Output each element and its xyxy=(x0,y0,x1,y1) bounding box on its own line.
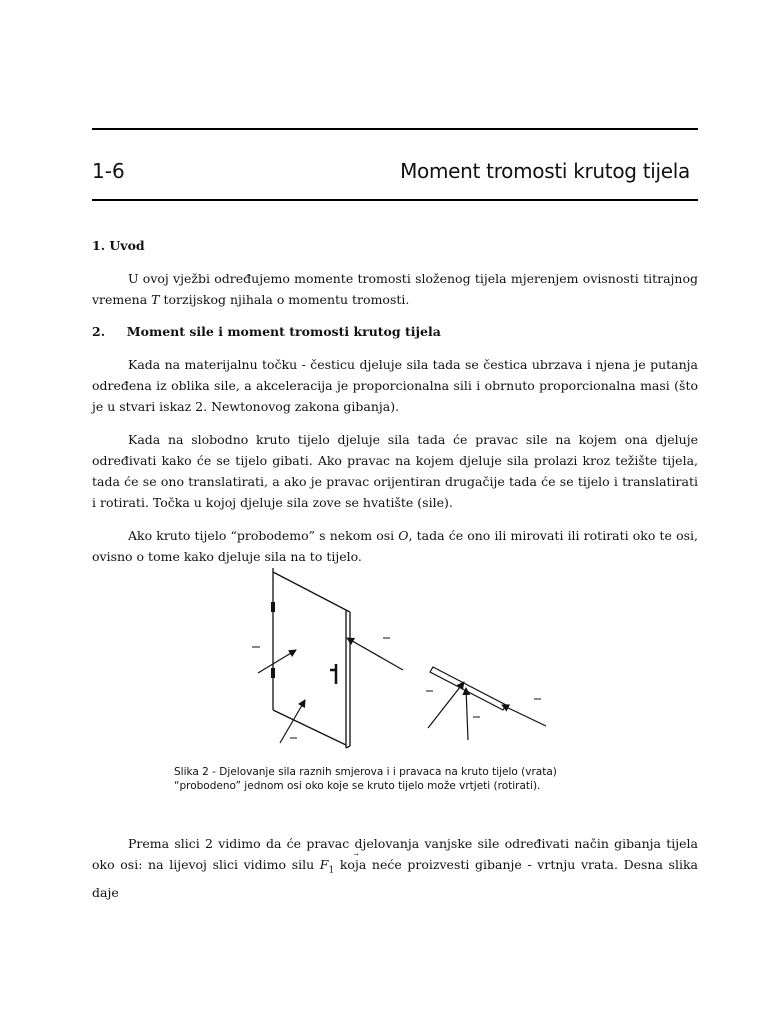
force-arrow-4 xyxy=(428,682,464,728)
chapter-title: Moment tromosti krutog tijela xyxy=(400,159,690,183)
force-arrow-6 xyxy=(502,705,546,726)
force-arrow-1 xyxy=(258,650,296,673)
door-diagram xyxy=(220,560,560,755)
section-2-paragraph-1: Kada na materijalnu točku - česticu djeluje sila tada se čestica ubrzava i njena je putanja određena iz oblika sile, a akceleracija je proporcionalna sili i obrnuto proporcionalna masi (što je u stvari iskaz 2. Newtonovog zakona gibanja). xyxy=(92,357,698,414)
section-2-heading: 2. Moment sile i moment tromosti krutog tijela xyxy=(92,324,441,339)
header-bottom-rule xyxy=(92,199,698,201)
header-top-rule xyxy=(92,128,698,130)
section-1-heading: 1. Uvod xyxy=(92,238,145,253)
door-shape xyxy=(273,568,350,748)
door-handle-icon xyxy=(330,664,336,684)
section-2-paragraph-2: Kada na slobodno kruto tijelo djeluje sila tada će pravac sile na kojem ona djeluje određivati kako će se tijelo gibati. Ako pravac na kojem djeluje sila prolazi kroz težište tijela, tada će se ono translatirati, a ako je pravac orijentiran drugačije tada će se tijelo i translatirati i rotirati. Točka u kojoj djeluje sila zove se hvatište (sile). xyxy=(92,432,698,510)
chapter-number: 1-6 xyxy=(92,159,125,183)
rod-shape xyxy=(430,667,506,710)
force-arrow-2 xyxy=(280,700,305,743)
main-content xyxy=(92,236,698,567)
section-2-paragraph-3: Ako kruto tijelo “probodemo” s nekom osi O, tada će ono ili mirovati ili rotirati oko te osi, ovisno o tome kako djeluje sila na to tijelo. xyxy=(92,528,698,564)
force-arrow-5 xyxy=(466,688,468,740)
hinge-bottom-icon xyxy=(271,668,275,678)
hinge-top-icon xyxy=(271,602,275,612)
door-force-figure xyxy=(220,560,560,755)
force-symbol: F $_1$ xyxy=(319,857,335,876)
final-paragraph: Prema slici 2 vidimo da će pravac djelovanja vanjske sile određivati način gibanja tijela oko osi: na lijevoj slici vidimo silu F $_1$ koja neće proizvesti gibanje - vrtnju vrata. Desna slika daje xyxy=(92,836,698,900)
figure-caption: Slika 2 - Djelovanje sila raznih smjerova i i pravaca na kruto tijelo (vrata) “probodeno” jednom osi oko koje se kruto tijelo može vrtjeti (rotirati). xyxy=(174,766,557,792)
section-1-paragraph: U ovoj vježbi određujemo momente tromosti složenog tijela mjerenjem ovisnosti titrajnog vremena T torzijskog njihala o momentu tromosti. xyxy=(92,271,698,307)
force-arrow-3 xyxy=(347,638,403,670)
